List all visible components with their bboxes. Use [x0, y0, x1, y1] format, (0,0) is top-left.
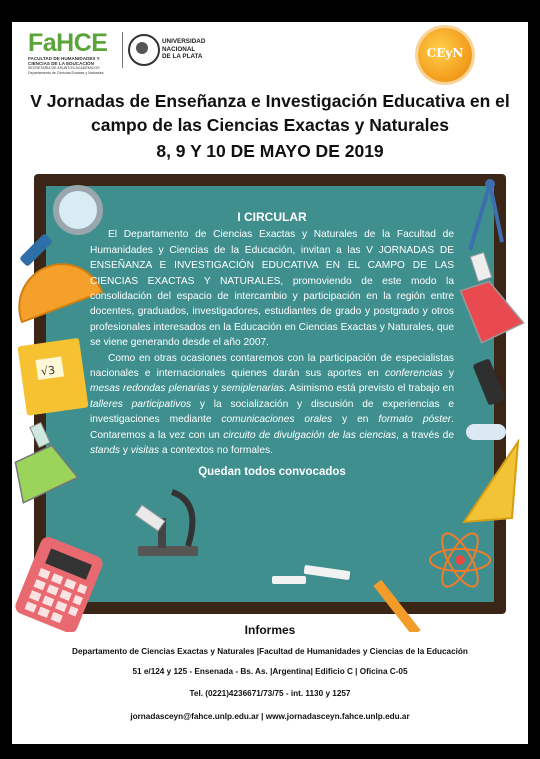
unlp-logo-text [162, 38, 205, 61]
marker-icon [472, 358, 505, 406]
p2-emphasis: comunicaciones orales [221, 414, 333, 426]
math-book-icon [17, 338, 88, 416]
magnifying-glass-icon [19, 188, 100, 267]
p2-segment: , a través de [396, 429, 454, 441]
atom-icon [430, 529, 490, 592]
unlp-line-2: NACIONAL [162, 45, 196, 53]
compass-icon [470, 179, 502, 250]
p2-emphasis: mesas redondas plenarias [90, 383, 210, 395]
fahce-logo-sub3: SECRETARÍA DE ASUNTOS ACADÉMICOS [28, 66, 100, 71]
circular-paragraph-2 [90, 351, 454, 459]
p2-segment: y [209, 383, 222, 395]
info-address: 51 e/124 y 125 - Ensenada - Bs. As. |Argentina| Edificio C | Oficina C-05 [132, 667, 408, 676]
chalk-piece-2 [272, 576, 306, 584]
p2-emphasis: visitas [130, 445, 160, 457]
info-phone: Tel. (0221)4236671/73/75 - int. 1130 y 1257 [189, 689, 351, 698]
unlp-line-1: UNIVERSIDAD [162, 38, 206, 45]
microscope-icon [135, 492, 198, 556]
svg-text:√3: √3 [40, 363, 56, 379]
event-dates: 8, 9 Y 10 DE MAYO DE 2019 [156, 141, 384, 161]
p2-emphasis: conferencias [384, 368, 443, 380]
circular-heading: I CIRCULAR [237, 210, 307, 224]
p2-segment: y en [332, 414, 379, 426]
p2-emphasis: circuito de divulgación de las ciencias [223, 429, 397, 441]
p2-emphasis: talleres participativos [90, 398, 192, 410]
p2-emphasis: semiplenarias [221, 383, 284, 395]
unlp-seal-icon [128, 34, 160, 66]
p2-segment: Como en otras ocasiones contaremos con la participación de especialistas nacionales e internacionales quienes darán sus aportes en [90, 352, 454, 380]
calculator-icon [13, 535, 105, 632]
p2-segment: . Asimismo está previsto el trabajo en [283, 383, 454, 395]
fahce-logo-sub2: CIENCIAS DE LA EDUCACIÓN [28, 61, 94, 67]
p2-emphasis: formato póster [378, 414, 452, 426]
p2-segment: y [442, 368, 454, 380]
poster-page [12, 22, 528, 744]
fahce-logo-sub1: FACULTAD DE HUMANIDADES Y [28, 56, 100, 61]
paragraph-2-text [90, 351, 454, 459]
ceyn-logo [418, 28, 472, 82]
circular-paragraph-1 [90, 227, 454, 350]
p2-segment: a contextos no formales. [159, 445, 273, 457]
fahce-logo-word: FaHCE [28, 29, 108, 57]
red-flask-icon [461, 252, 526, 344]
triangle-ruler-icon [464, 442, 518, 522]
p2-segment: y la socialización y discusión de experiencias e investigaciones mediante [90, 398, 454, 426]
p2-segment: . Contaremos a la vez con un [90, 414, 454, 441]
closing-line: Quedan todos convocados [198, 465, 346, 478]
paragraph-1-text: El Departamento de Ciencias Exactas y Naturales de la Facultad de Humanidades y Ciencias de la Educación, invitan a las V JORNADAS DE ENSEÑANZA E INVESTIGACIÓN EDUCATIVA EN EL CAMPO DE LAS CIENCIAS EXACTAS Y NATURALES, promoviendo de este modo la consolidación del espacio de intercambio y participación en la región entre docentes, graduados, investigadores, estudiantes de grado y postgrado y otros profesionales interesados en la Educación en Ciencias Exactas y Naturales, que se viene generando desde el año 2007. [90, 229, 454, 349]
info-heading: Informes [244, 623, 296, 637]
info-contact-links[interactable]: jornadasceyn@fahce.unlp.edu.ar | www.jornadasceyn.fahce.unlp.edu.ar [130, 712, 410, 721]
circular-text [90, 210, 454, 480]
eraser-icon [466, 424, 506, 440]
green-flask-icon [12, 422, 78, 502]
logo-divider [122, 32, 123, 68]
info-department: Departamento de Ciencias Exactas y Naturales |Facultad de Humanidades y Ciencias de la Educación [72, 647, 468, 656]
p2-segment: y [120, 445, 131, 457]
title-line-1: V Jornadas de Enseñanza e Investigación Educativa en el [30, 91, 510, 111]
unlp-logo [122, 32, 212, 68]
unlp-line-3: DE LA PLATA [162, 53, 203, 60]
p2-emphasis: stands [90, 445, 121, 457]
ceyn-logo-text: CEyN [426, 46, 464, 60]
title-line-2: campo de las Ciencias Exactas y Naturales [91, 115, 449, 135]
fahce-logo [28, 30, 120, 75]
fahce-logo-sub4: Departamento de Ciencias Exactas y Naturales [28, 70, 104, 75]
